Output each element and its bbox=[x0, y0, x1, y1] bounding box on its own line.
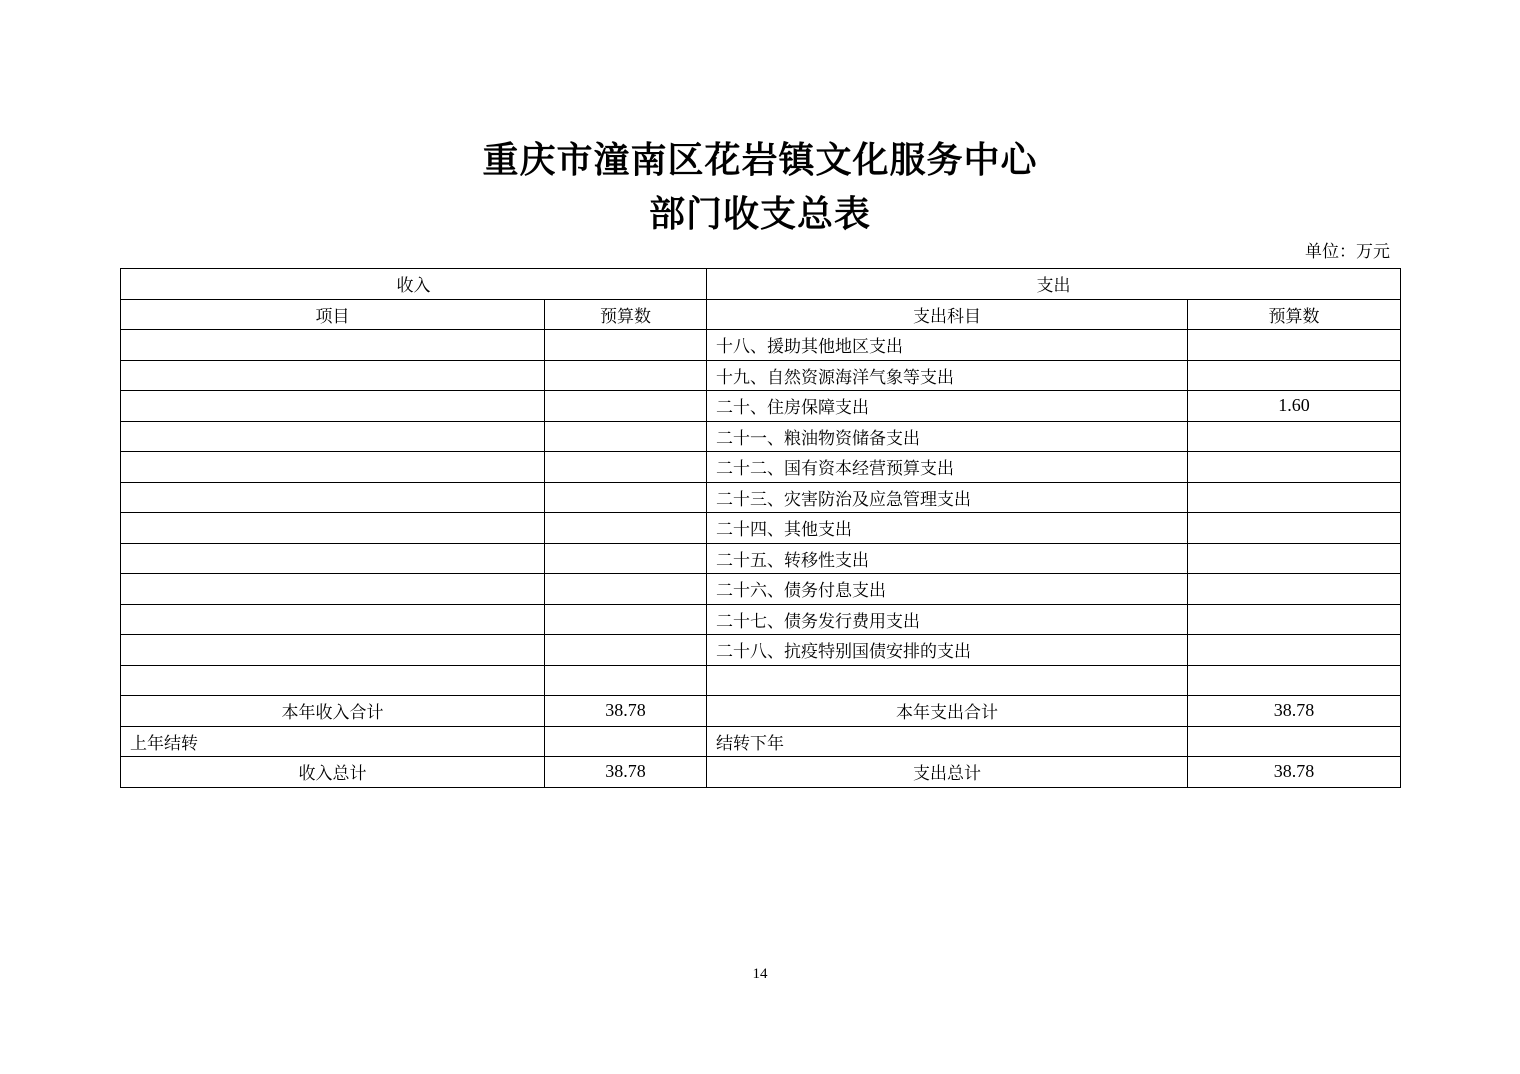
carryover-row bbox=[121, 726, 1401, 757]
expense-budget-cell bbox=[1188, 604, 1401, 635]
expense-budget-cell bbox=[1188, 330, 1401, 361]
expense-item-cell: 二十八、抗疫特别国债安排的支出 bbox=[707, 635, 1188, 666]
income-budget-cell bbox=[545, 330, 707, 361]
expense-grand-total-label: 支出总计 bbox=[707, 757, 1188, 788]
expense-budget-cell bbox=[1188, 360, 1401, 391]
table-row bbox=[121, 665, 1401, 696]
expense-year-total-value: 38.78 bbox=[1188, 696, 1401, 727]
expense-budget-cell: 1.60 bbox=[1188, 391, 1401, 422]
income-item-cell bbox=[121, 574, 545, 605]
income-group-header: 收入 bbox=[121, 269, 707, 300]
income-item-cell bbox=[121, 513, 545, 544]
income-item-cell bbox=[121, 452, 545, 483]
income-item-cell bbox=[121, 604, 545, 635]
table-row bbox=[121, 635, 1401, 666]
expense-item-cell: 十九、自然资源海洋气象等支出 bbox=[707, 360, 1188, 391]
income-budget-header: 预算数 bbox=[545, 299, 707, 330]
expense-budget-cell bbox=[1188, 421, 1401, 452]
income-budget-cell bbox=[545, 391, 707, 422]
next-year-carryover-label: 结转下年 bbox=[707, 726, 1188, 757]
expense-item-cell: 二十六、债务付息支出 bbox=[707, 574, 1188, 605]
document-subtitle: 部门收支总表 bbox=[648, 193, 871, 235]
income-budget-cell bbox=[545, 543, 707, 574]
budget-summary-table bbox=[120, 268, 1401, 788]
income-item-cell bbox=[121, 421, 545, 452]
income-budget-cell bbox=[545, 482, 707, 513]
group-header-row bbox=[121, 269, 1401, 300]
income-item-cell bbox=[121, 665, 545, 696]
prior-year-carryover-label: 上年结转 bbox=[121, 726, 545, 757]
income-budget-cell bbox=[545, 513, 707, 544]
expense-item-cell: 二十七、债务发行费用支出 bbox=[707, 604, 1188, 635]
table-row bbox=[121, 543, 1401, 574]
table-row bbox=[121, 421, 1401, 452]
expense-item-cell: 二十一、粮油物资储备支出 bbox=[707, 421, 1188, 452]
expense-year-total-label: 本年支出合计 bbox=[707, 696, 1188, 727]
expense-group-header: 支出 bbox=[707, 269, 1401, 300]
income-year-total-label: 本年收入合计 bbox=[121, 696, 545, 727]
table-row bbox=[121, 391, 1401, 422]
income-grand-total-label: 收入总计 bbox=[121, 757, 545, 788]
expense-budget-cell bbox=[1188, 635, 1401, 666]
unit-label: 单位：万元 bbox=[1305, 242, 1390, 262]
income-budget-cell bbox=[545, 421, 707, 452]
table-row bbox=[121, 574, 1401, 605]
table-row bbox=[121, 604, 1401, 635]
page-number: 14 bbox=[752, 966, 768, 982]
income-item-cell bbox=[121, 482, 545, 513]
income-item-cell bbox=[121, 330, 545, 361]
income-item-cell bbox=[121, 635, 545, 666]
grand-total-row bbox=[121, 757, 1401, 788]
expense-item-cell: 二十四、其他支出 bbox=[707, 513, 1188, 544]
expense-item-cell: 二十五、转移性支出 bbox=[707, 543, 1188, 574]
expense-item-cell: 二十二、国有资本经营预算支出 bbox=[707, 452, 1188, 483]
expense-item-cell: 二十三、灾害防治及应急管理支出 bbox=[707, 482, 1188, 513]
income-budget-cell bbox=[545, 452, 707, 483]
income-item-header: 项目 bbox=[121, 299, 545, 330]
column-header-row bbox=[121, 299, 1401, 330]
income-grand-total-value: 38.78 bbox=[545, 757, 707, 788]
expense-budget-cell bbox=[1188, 543, 1401, 574]
document-title: 重庆市潼南区花岩镇文化服务中心 bbox=[482, 139, 1038, 181]
income-year-total-value: 38.78 bbox=[545, 696, 707, 727]
income-budget-cell bbox=[545, 360, 707, 391]
income-item-cell bbox=[121, 543, 545, 574]
income-budget-cell bbox=[545, 635, 707, 666]
expense-budget-header: 预算数 bbox=[1188, 299, 1401, 330]
expense-budget-cell bbox=[1188, 452, 1401, 483]
income-budget-cell bbox=[545, 604, 707, 635]
table-row bbox=[121, 482, 1401, 513]
expense-budget-cell bbox=[1188, 513, 1401, 544]
table-row bbox=[121, 360, 1401, 391]
next-year-carryover-value bbox=[1188, 726, 1401, 757]
expense-budget-cell bbox=[1188, 574, 1401, 605]
table-row bbox=[121, 513, 1401, 544]
expense-budget-cell bbox=[1188, 665, 1401, 696]
income-budget-cell bbox=[545, 574, 707, 605]
income-budget-cell bbox=[545, 665, 707, 696]
year-total-row bbox=[121, 696, 1401, 727]
expense-grand-total-value: 38.78 bbox=[1188, 757, 1401, 788]
expense-budget-cell bbox=[1188, 482, 1401, 513]
table-row bbox=[121, 452, 1401, 483]
income-item-cell bbox=[121, 391, 545, 422]
expense-item-cell bbox=[707, 665, 1188, 696]
expense-item-cell: 十八、援助其他地区支出 bbox=[707, 330, 1188, 361]
table-row bbox=[121, 330, 1401, 361]
expense-item-header: 支出科目 bbox=[707, 299, 1188, 330]
income-item-cell bbox=[121, 360, 545, 391]
prior-year-carryover-value bbox=[545, 726, 707, 757]
expense-item-cell: 二十、住房保障支出 bbox=[707, 391, 1188, 422]
